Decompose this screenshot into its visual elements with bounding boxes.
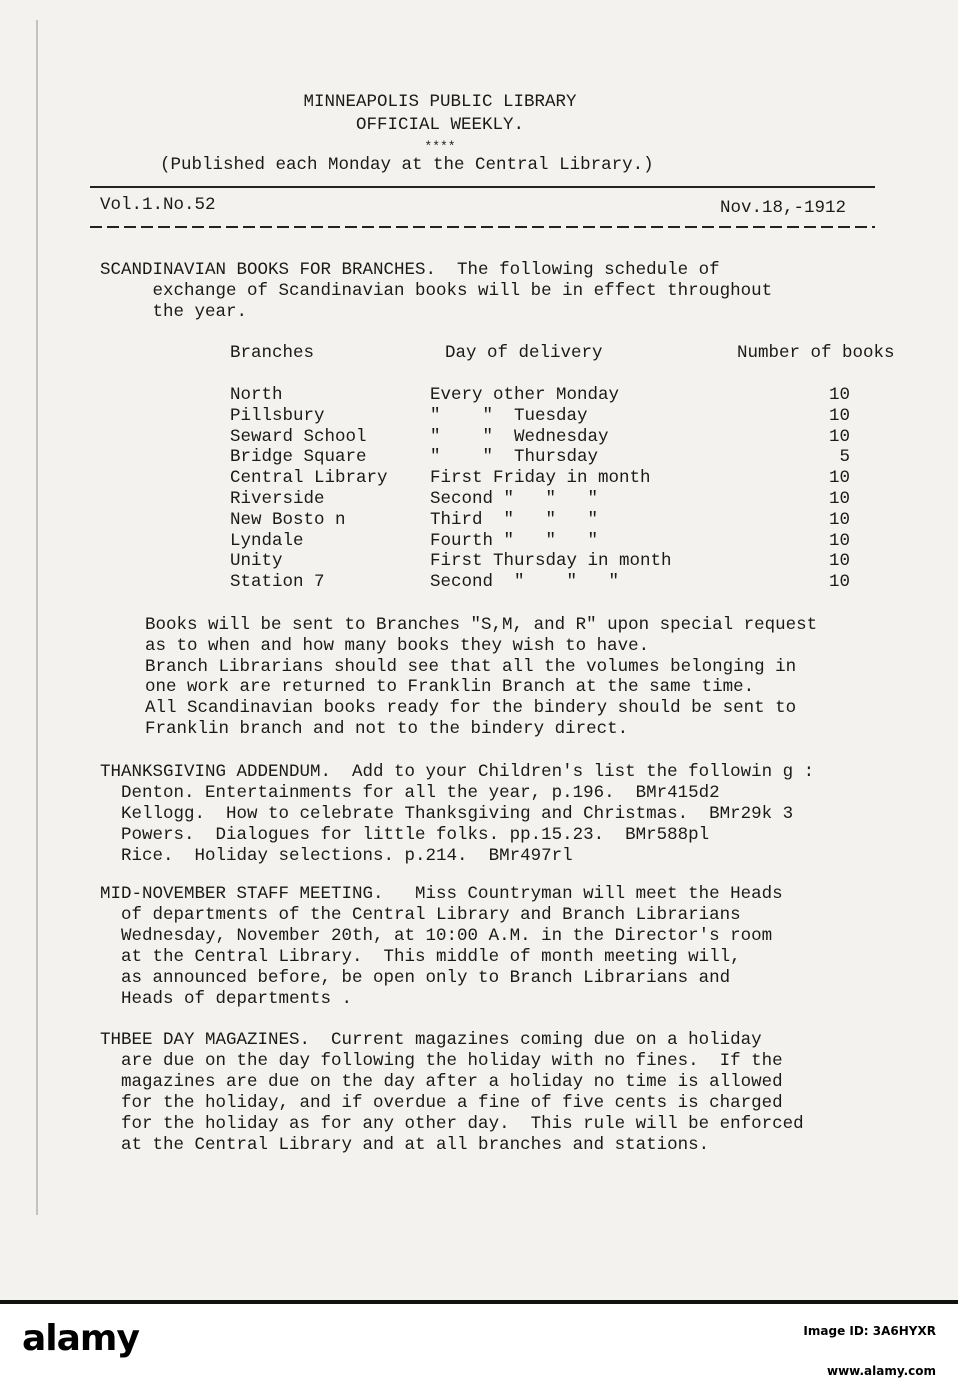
book-count: 10 xyxy=(828,405,850,426)
branch-name: New Bosto n xyxy=(230,509,346,530)
scandinavian-note: Branch Librarians should see that all the volumes belonging in xyxy=(145,656,797,677)
magazines-line: THBEE DAY MAGAZINES. Current magazines coming due on a holiday xyxy=(100,1030,762,1050)
thanksgiving-line: Denton. Entertainments for all the year, p.196. BMr415d2 xyxy=(100,783,720,803)
book-count: 10 xyxy=(828,489,850,509)
library-title: MINNEAPOLIS PUBLIC LIBRARY xyxy=(303,92,577,112)
delivery-day: " " Tuesday xyxy=(430,405,588,426)
site-url: www.alamy.com xyxy=(826,1364,936,1378)
delivery-day: " " Thursday xyxy=(430,447,599,468)
volume-number: Vol.1.No.52 xyxy=(100,195,216,215)
title-stars: **** xyxy=(424,139,456,154)
thanksgiving-line: Rice. Holiday selections. p.214. BMr497rl xyxy=(100,846,573,866)
branch-name: Pillsbury xyxy=(230,405,325,426)
thanksgiving-line: THANKSGIVING ADDENDUM. Add to your Children's list the followin g : xyxy=(100,762,815,782)
magazines-line: at the Central Library and at all branches and stations. xyxy=(100,1135,710,1155)
meeting-line: of departments of the Central Library and Branch Librarians xyxy=(100,905,741,925)
delivery-day: " " Wednesday xyxy=(430,426,609,447)
scandinavian-line: SCANDINAVIAN BOOKS FOR BRANCHES. The following schedule of xyxy=(100,260,720,280)
magazines-line: for the holiday, and if overdue a fine of five cents is charged xyxy=(100,1093,783,1113)
thanksgiving-line: Kellogg. How to celebrate Thanksgiving and Christmas. BMr29k 3 xyxy=(100,804,794,824)
branch-name: Riverside xyxy=(230,489,325,509)
thanksgiving-line: Powers. Dialogues for little folks. pp.15.23. BMr588pl xyxy=(100,825,710,845)
branch-name: Lyndale xyxy=(230,530,304,551)
delivery-day: First Thursday in month xyxy=(430,551,672,572)
book-count: 10 xyxy=(828,551,850,572)
published-line: (Published each Monday at the Central Library.) xyxy=(160,155,654,175)
book-count: 10 xyxy=(828,426,850,447)
branch-name: North xyxy=(230,385,283,405)
branch-name: Unity xyxy=(230,551,283,572)
delivery-day: Every other Monday xyxy=(430,385,620,405)
scandinavian-note: Books will be sent to Branches "S,M, and R" upon special request xyxy=(145,615,818,635)
weekly-title: OFFICIAL WEEKLY. xyxy=(355,115,525,135)
delivery-day: Second " " " xyxy=(430,572,620,593)
issue-date: Nov.18,-1912 xyxy=(720,198,847,218)
scandinavian-line: the year. xyxy=(100,302,248,322)
magazines-line: magazines are due on the day after a holiday no time is allowed xyxy=(100,1072,783,1092)
meeting-line: at the Central Library. This middle of month meeting will, xyxy=(100,947,741,967)
col-header-branches: Branches xyxy=(230,343,315,363)
book-count: 10 xyxy=(828,509,850,530)
scandinavian-note: as to when and how many books they wish to have. xyxy=(145,635,650,656)
delivery-day: First Friday in month xyxy=(430,468,651,489)
header-rule-bottom xyxy=(90,226,875,228)
scandinavian-note: Franklin branch and not to the bindery direct. xyxy=(145,719,629,739)
branch-name: Station 7 xyxy=(230,572,325,593)
scandinavian-line: exchange of Scandinavian books will be in effect throughout xyxy=(100,281,773,301)
delivery-day: Second " " " xyxy=(430,489,599,509)
delivery-day: Fourth " " " xyxy=(430,530,599,551)
magazines-line: for the holiday as for any other day. This rule will be enforced xyxy=(100,1114,804,1134)
delivery-day: Third " " " xyxy=(430,509,599,530)
book-count: 5 xyxy=(839,447,850,468)
image-id: Image ID: 3A6HYXR xyxy=(803,1324,936,1338)
meeting-line: as announced before, be open only to Branch Librarians and xyxy=(100,968,731,988)
meeting-line: Heads of departments . xyxy=(100,989,353,1009)
book-count: 10 xyxy=(828,468,850,489)
alamy-logo: alamy xyxy=(22,1318,139,1359)
magazines-line: are due on the day following the holiday with no fines. If the xyxy=(100,1051,783,1071)
col-header-day: Day of delivery xyxy=(445,343,603,363)
book-count: 10 xyxy=(828,572,850,593)
book-count: 10 xyxy=(828,530,850,551)
scandinavian-note: All Scandinavian books ready for the bindery should be sent to xyxy=(145,698,797,719)
branch-name: Central Library xyxy=(230,468,388,489)
meeting-line: MID-NOVEMBER STAFF MEETING. Miss Countryman will meet the Heads xyxy=(100,884,783,904)
col-header-books: Number of books xyxy=(737,343,895,363)
header-rule-top xyxy=(90,186,875,188)
footer-band xyxy=(0,1300,958,1304)
meeting-line: Wednesday, November 20th, at 10:00 A.M. in the Director's room xyxy=(100,926,773,946)
book-count: 10 xyxy=(828,385,850,405)
scandinavian-note: one work are returned to Franklin Branch at the same time. xyxy=(145,677,755,698)
branch-name: Seward School xyxy=(230,426,367,447)
branch-name: Bridge Square xyxy=(230,447,367,468)
